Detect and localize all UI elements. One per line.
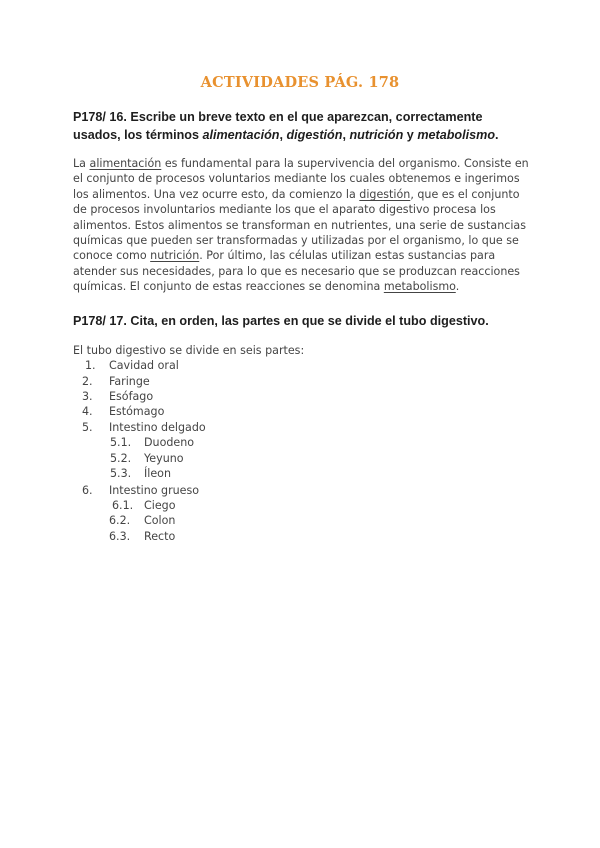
term-alimentacion: alimentación: [89, 157, 162, 170]
question-17: P178/ 17. Cita, en orden, las partes en que se divide el tubo digestivo.: [73, 314, 489, 328]
answer-16-paragraph: La alimentación es fundamental para la supervivencia del organismo. Consiste en el conjunto de procesos voluntarios mediante los cuales obtenemos e ingerimos los alimentos. Una vez ocurre esto, da comienzo la digestión, que es el conjunto de procesos involuntarios mediante los que el aparato digestivo procesa los alimentos. Estos alimentos se transforman en nutrientes, una serie de sustancias químicas que pueden ser transformadas y utilizadas por el organismo, lo que se conoce como nutrición. Por último, las células utilizan estas sustancias para atender sus necesidades, para lo que es necesario que se produzcan reacciones químicas. El conjunto de estas reacciones se denomina metabolismo.: [73, 157, 529, 294]
term-nutricion: nutrición: [150, 249, 200, 263]
answer-17-intro: El tubo digestivo se divide en seis partes:: [73, 344, 305, 357]
term-metabolismo: metabolismo: [383, 280, 456, 294]
question-16: P178/ 16. Escribe un breve texto en el que aparezcan, correctamente usados, los términos alimentación, digestión, nutrición y metabolismo.: [73, 110, 499, 142]
page-title: ACTIVIDADES PÁG. 178: [200, 74, 400, 91]
term-digestion: digestión: [359, 187, 411, 201]
document-page: ACTIVIDADES PÁG. 178 P178/ 16. Escribe un breve texto en el que aparezcan, correctamente usados, los términos alimentación, digestión, nutrición y metabolismo. La alimentación es fundamental para la supervivencia del organismo. Consiste en el conjunto de procesos voluntarios mediante los cuales obtenemos e ingerimos los alimentos. Una vez ocurre esto, da comienzo la digestión, que es el conjunto de procesos involuntarios mediante los que el aparato digestivo procesa los alimentos. Estos alimentos se transforman en nutrientes, una serie de sustancias químicas que pueden ser transformadas y utilizadas por el organismo, lo que se conoce como nutrición. Por último, las células utilizan estas sustancias para atender sus necesidades, para lo que es necesario que se produzcan reacciones químicas. El conjunto de estas reacciones se denomina metabolismo. P178/ 17. Cita, en orden, las partes en que se divide el tubo digestivo. El tubo digestivo se divide en seis partes: 1. Cavidad oral 2. Faringe 3. Esófago 4. Estómago 5. Intestino delgado 5.1. Duodeno 5.2. Yeyuno 5.3. Íleon 6. Intestino grueso 6.1. Ciego 6.2. Colon 6.3. Recto: [0, 0, 600, 848]
